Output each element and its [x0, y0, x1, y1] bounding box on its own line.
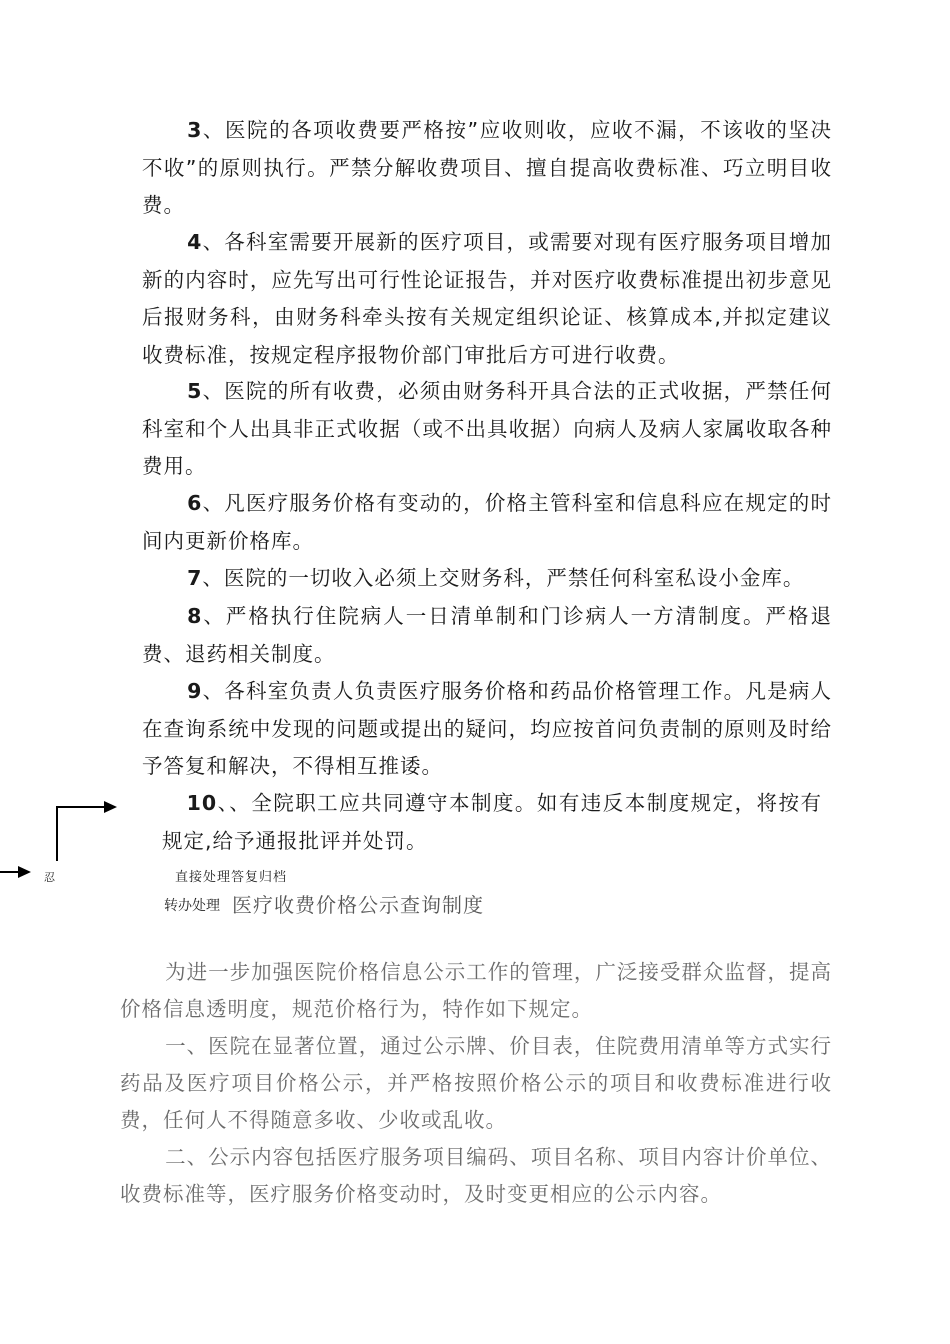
rule-text: 、各科室需要开展新的医疗项目，或需要对现有医疗服务项目增加新的内容时，应先写出可行性论证报告，并对医疗收费标准提出初步意见后报财务科，由财务科牵头按有关规定组织论证、核算成本,并拟定建议收费标准，按规定程序报物价部门审批后方可进行收费。: [142, 230, 832, 367]
section-title: 医疗收费价格公示查询制度: [232, 893, 484, 917]
rule-number: 7: [187, 566, 203, 590]
rule-number: 8: [187, 604, 203, 628]
rule-text: 、医院的所有收费，必须由财务科开具合法的正式收据，严禁任何科室和个人出具非正式收据（或不出具收据）向病人及病人家属收取各种费用。: [142, 379, 832, 478]
rule-number: 10: [186, 791, 218, 815]
rule-paragraph-6: [142, 485, 832, 560]
arrow-right-icon: [18, 866, 31, 878]
rule-number: 5: [187, 379, 203, 403]
arrow-right-icon: [104, 801, 117, 813]
flow-label-direct: 直接处理答复归档: [175, 870, 288, 885]
rule-text: 、各科室负责人负责医疗服务价格和药品价格管理工作。凡是病人在查询系统中发现的问题或提出的疑问，均应按首问负责制的原则及时给予答复和解决，不得相互推诿。: [142, 679, 832, 778]
rule-number: 4: [187, 230, 203, 254]
rule-paragraph-7: [142, 560, 832, 598]
rule-text: 、严格执行住院病人一日清单制和门诊病人一方清制度。严格退费、退药相关制度。: [142, 604, 832, 666]
flow-mark: 忍: [44, 871, 55, 884]
rule-paragraph-5: [142, 373, 832, 486]
rule-paragraph-9: [142, 673, 832, 786]
rule-number: 3: [187, 118, 203, 142]
rule-paragraph-10: [162, 785, 822, 860]
flow-connector-horizontal: [56, 806, 106, 808]
section-paragraph: 二、公示内容包括医疗服务项目编码、项目名称、项目内容计价单位、收费标准等，医疗服务价格变动时，及时变更相应的公示内容。: [120, 1145, 832, 1206]
rule-text: 、凡医疗服务价格有变动的，价格主管科室和信息科应在规定的时间内更新价格库。: [142, 491, 832, 553]
rule-paragraph-3: [142, 112, 832, 225]
rule-text: 、医院的各项收费要严格按”应收则收，应收不漏，不该收的坚决不收”的原则执行。严禁分解收费项目、擅自提高收费标准、巧立明目收费。: [142, 118, 832, 217]
section-paragraph: 为进一步加强医院价格信息公示工作的管理，广泛接受群众监督，提高价格信息透明度，规范价格行为，特作如下规定。: [120, 960, 832, 1021]
rule-text: 、、全院职工应共同遵守本制度。如有违反本制度规定，将按有规定,给予通报批评并处罚。: [162, 791, 822, 853]
rule-text: 、医院的一切收入必须上交财务科，严禁任何科室私设小金库。: [202, 566, 805, 590]
flow-label-transfer: 转办处理: [164, 898, 220, 914]
flow-connector-left: [0, 871, 20, 873]
rule-paragraph-4: [142, 224, 832, 374]
rule-number: 6: [187, 491, 203, 515]
section-paragraph: 一、医院在显著位置，通过公示牌、价目表，住院费用清单等方式实行药品及医疗项目价格公示，并严格按照价格公示的项目和收费标准进行收费，任何人不得随意多收、少收或乱收。: [120, 1034, 832, 1132]
flow-connector-vertical: [56, 806, 58, 861]
rule-number: 9: [187, 679, 203, 703]
rule-paragraph-8: [142, 598, 832, 673]
